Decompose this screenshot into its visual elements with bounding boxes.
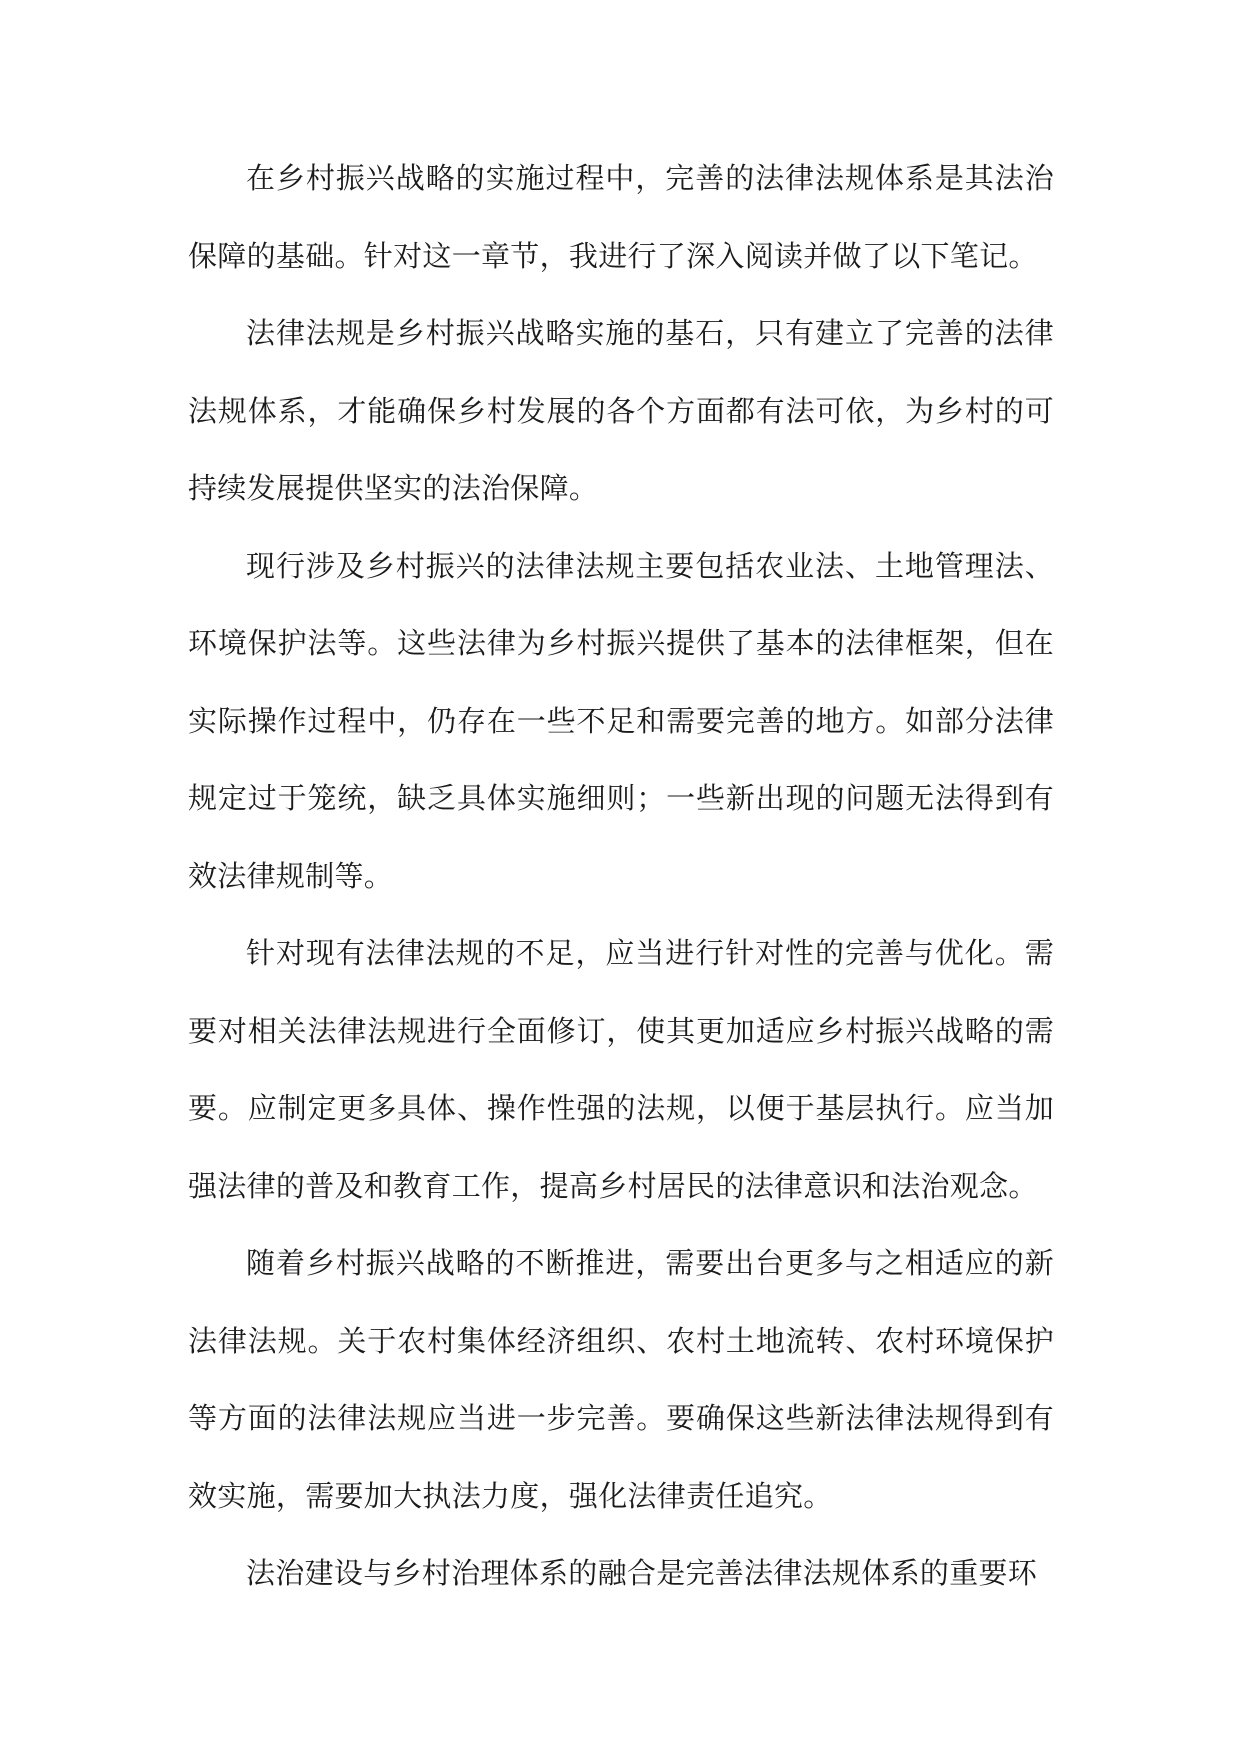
document-body: [188, 140, 1054, 1613]
paragraph-5: 随着乡村振兴战略的不断推进，需要出台更多与之相适应的新法律法规。关于农村集体经济组织、农村土地流转、农村环境保护等方面的法律法规应当进一步完善。要确保这些新法律法规得到有效实施，需要加大执法力度，强化法律责任追究。: [188, 1246, 1054, 1513]
paragraph-4: 针对现有法律法规的不足，应当进行针对性的完善与优化。需要对相关法律法规进行全面修订，使其更加适应乡村振兴战略的需要。应制定更多具体、操作性强的法规，以便于基层执行。应当加强法律的普及和教育工作，提高乡村居民的法律意识和法治观念。: [188, 936, 1054, 1203]
paragraph-3: 现行涉及乡村振兴的法律法规主要包括农业法、土地管理法、环境保护法等。这些法律为乡村振兴提供了基本的法律框架，但在实际操作过程中，仍存在一些不足和需要完善的地方。如部分法律规定过于笼统，缺乏具体实施细则；一些新出现的问题无法得到有效法律规制等。: [188, 548, 1054, 893]
paragraph-1: 在乡村振兴战略的实施过程中，完善的法律法规体系是其法治保障的基础。针对这一章节，我进行了深入阅读并做了以下笔记。: [188, 161, 1054, 273]
paragraph-2: 法律法规是乡村振兴战略实施的基石，只有建立了完善的法律法规体系，才能确保乡村发展的各个方面都有法可依，为乡村的可持续发展提供坚实的法治保障。: [188, 316, 1054, 505]
paragraph-6: 法治建设与乡村治理体系的融合是完善法律法规体系的重要环: [246, 1556, 1038, 1590]
